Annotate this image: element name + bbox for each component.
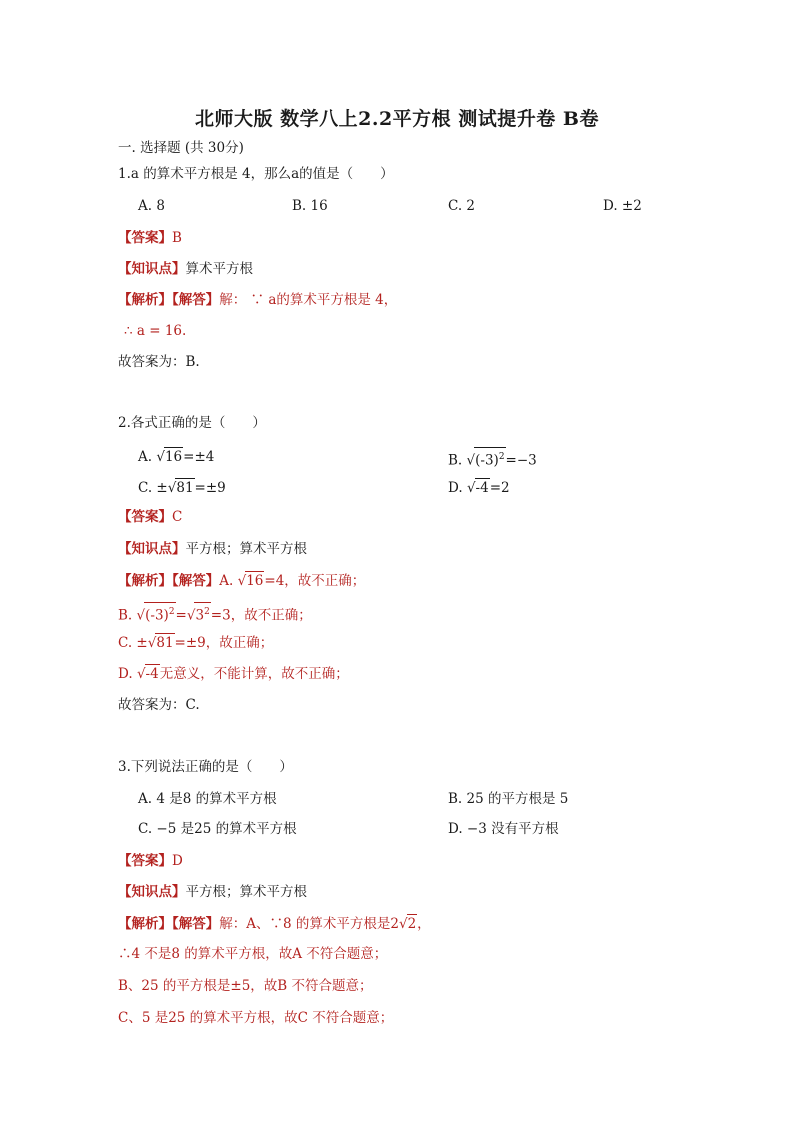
q2-conclusion: 故答案为：C.	[118, 697, 200, 713]
sqrt-symbol: √-4	[466, 480, 489, 496]
q3-option-b: B. 25 的平方根是 5	[448, 791, 569, 807]
answer-label: 【答案】	[118, 230, 172, 246]
q1-knowledge	[118, 260, 253, 278]
q3-analysis-2: ∴4 不是8 的算术平方根，故A 不符合题意；	[118, 946, 388, 962]
q3-option-a: A. 4 是8 的算术平方根	[138, 791, 277, 807]
q2-analysis-a: 【解析】【解答】A. √16=4，故不正确；	[118, 573, 366, 589]
conclusion-prefix: 故答案为：	[118, 354, 186, 370]
q1-option-a: A. 8	[138, 198, 165, 214]
document-title: 北师大版 数学八上2.2平方根 测试提升卷 B卷	[195, 108, 599, 130]
sqrt-symbol: $√(-3)^2$	[467, 447, 506, 470]
q2-conclusion-value: C.	[185, 697, 200, 713]
q3-analysis-4: C、5 是25 的算术平方根，故C 不符合题意；	[118, 1010, 394, 1026]
q3-analysis-3: B、25 的平方根是±5，故B 不符合题意；	[118, 978, 373, 994]
q2-answer-value: C	[172, 509, 183, 525]
sqrt-symbol: √16	[156, 449, 183, 465]
q1-option-d: D. ±2	[603, 198, 642, 214]
q1-analysis-line2: ∴ a = 16.	[124, 323, 187, 339]
q3-option-d: D. −3 没有平方根	[448, 821, 559, 837]
sqrt-symbol: √81	[167, 480, 194, 496]
q1-option-c: C. 2	[448, 198, 476, 214]
q2-analysis-b: B. $√(-3)^2=√3^2=3$，故不正确；	[118, 602, 312, 625]
q2-analysis-d: D. √-4无意义，不能计算，故不正确；	[118, 666, 349, 682]
q2-option-d: D. √-4=2	[448, 480, 510, 496]
section-heading: 一. 选择题 (共 30分)	[118, 140, 244, 156]
q1-knowledge-value: 算术平方根	[185, 261, 253, 277]
q1-analysis	[118, 291, 397, 309]
knowledge-label: 【知识点】	[118, 261, 186, 277]
q3-stem: 3.下列说法正确的是（ ）	[118, 759, 293, 775]
q1-conclusion	[118, 353, 200, 371]
q3-knowledge-value: 平方根；算术平方根	[185, 884, 307, 900]
q2-knowledge: 【知识点】平方根；算术平方根	[118, 541, 307, 557]
q2-stem: 2.各式正确的是（ ）	[118, 415, 266, 431]
q2-answer: 【答案】C	[118, 509, 183, 525]
q1-answer	[118, 229, 182, 247]
q3-analysis-1: 【解析】【解答】解：A、∵8 的算术平方根是2√2，	[118, 916, 431, 932]
q2-option-b: B. $√(-3)^2=-3$	[448, 447, 537, 470]
q2-analysis-c: C. ±√81=±9，故正确；	[118, 635, 274, 651]
q1-conclusion-value: B.	[185, 354, 200, 370]
q2-option-a: A. √16=±4	[138, 449, 215, 465]
q1-option-b: B. 16	[292, 198, 328, 214]
q2-knowledge-value: 平方根；算术平方根	[185, 541, 307, 557]
q3-option-c: C. −5 是25 的算术平方根	[138, 821, 297, 837]
analysis-label: 【解析】【解答】	[118, 292, 220, 308]
q1-stem: 1.a 的算术平方根是 4，那么a的值是（ ）	[118, 166, 394, 182]
q3-knowledge: 【知识点】平方根；算术平方根	[118, 884, 307, 900]
q3-answer-value: D	[172, 853, 183, 869]
q1-analysis-line1: 解： ∵ a的算术平方根是 4，	[219, 292, 398, 308]
q1-answer-value: B	[172, 230, 182, 246]
q3-answer: 【答案】D	[118, 853, 183, 869]
q2-option-c: C. ±√81=±9	[138, 480, 226, 496]
